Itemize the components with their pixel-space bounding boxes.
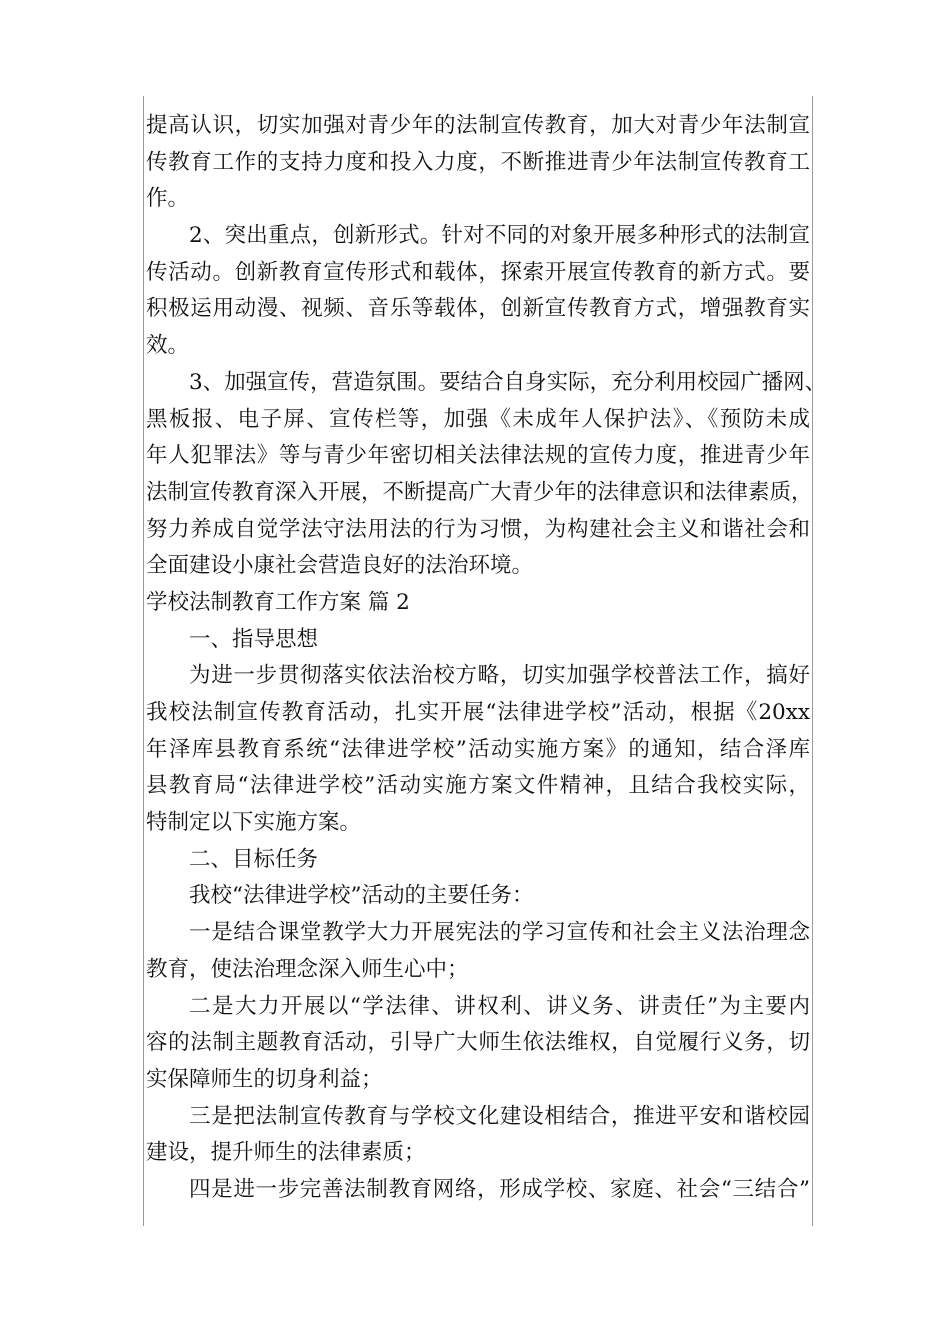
text-line: 传活动。创新教育宣传形式和载体，探索开展宣传教育的新方式。要 [146, 259, 810, 285]
text-line: 法制宣传教育深入开展，不断提高广大青少年的法律意识和法律素质， [146, 479, 813, 505]
text-line: 县教育局“法律进学校”活动实施方案文件精神，且结合我校实际， [146, 773, 810, 799]
text-line: 我校法制宣传教育活动，扎实开展“法律进学校”活动，根据《20xx [146, 700, 810, 725]
text-line: 作。 [146, 186, 190, 212]
text-line: 四是进一步完善法制教育网络，形成学校、家庭、社会“三结合” [189, 1176, 810, 1202]
text-line: 一、指导思想 [189, 626, 319, 652]
text-line: 二是大力开展以“学法律、讲权利、讲义务、讲责任”为主要内 [189, 993, 810, 1019]
text-line: 2、突出重点，创新形式。针对不同的对象开展多种形式的法制宣 [189, 223, 810, 249]
text-line: 一是结合课堂教学大力开展宪法的学习宣传和社会主义法治理念 [189, 920, 810, 946]
text-line: 特制定以下实施方案。 [146, 810, 362, 836]
text-line: 三是把法制宣传教育与学校文化建设相结合，推进平安和谐校园 [189, 1103, 810, 1129]
text-line: 我校“法律进学校”活动的主要任务： [189, 883, 534, 909]
text-line: 为进一步贯彻落实依法治校方略，切实加强学校普法工作，搞好 [189, 663, 810, 689]
document-body [146, 108, 827, 1209]
text-line: 提高认识，切实加强对青少年的法制宣传教育，加大对青少年法制宣 [146, 113, 810, 138]
text-line: 实保障师生的切身利益； [146, 1066, 383, 1092]
text-line: 积极运用动漫、视频、音乐等载体，创新宣传教育方式，增强教育实 [146, 296, 810, 322]
text-line: 教育，使法治理念深入师生心中； [146, 956, 469, 982]
text-line: 学校法制教育工作方案 篇 2 [146, 589, 410, 615]
text-line: 二、目标任务 [189, 846, 319, 872]
text-line: 年人犯罪法》等与青少年密切相关法律法规的宣传力度，推进青少年 [146, 443, 810, 469]
text-line: 效。 [146, 333, 190, 359]
text-line: 3、加强宣传，营造氛围。要结合自身实际，充分利用校园广播网、 [189, 369, 827, 395]
text-line: 年泽库县教育系统“法律进学校”活动实施方案》的通知，结合泽库 [146, 736, 810, 762]
text-line: 建设，提升师生的法律素质； [146, 1140, 426, 1166]
text-line: 全面建设小康社会营造良好的法治环境。 [146, 553, 534, 579]
text-line: 传教育工作的支持力度和投入力度，不断推进青少年法制宣传教育工 [146, 149, 810, 175]
text-line: 努力养成自觉学法守法用法的行为习惯，为构建社会主义和谐社会和 [146, 516, 810, 542]
text-line: 容的法制主题教育活动，引导广大师生依法维权，自觉履行义务，切 [146, 1030, 810, 1056]
text-line: 黑板报、电子屏、宣传栏等，加强《未成年人保护法》、《预防未成 [146, 406, 810, 432]
